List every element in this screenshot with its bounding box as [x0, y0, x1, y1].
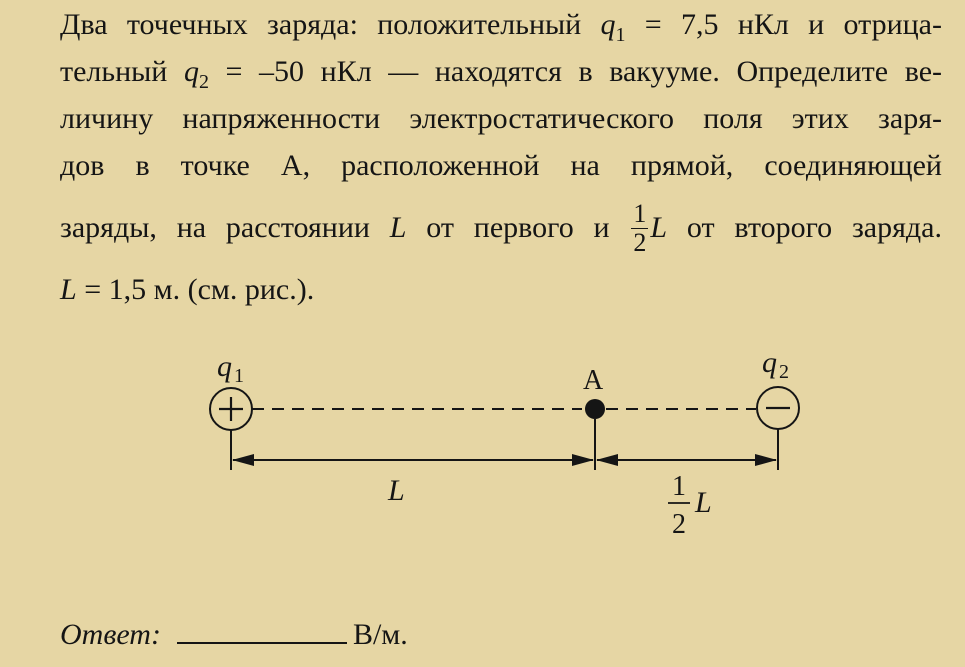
- figure-q1-subscript: 1: [234, 365, 244, 387]
- dimension-half-l-symbol: L: [695, 486, 712, 519]
- answer-unit: В/м.: [352, 618, 408, 651]
- dimension-l-arrow-right: [572, 454, 594, 466]
- answer-blank-field[interactable]: [177, 616, 347, 644]
- dimension-fraction-denominator: 2: [672, 509, 686, 540]
- figure-q2-subscript: 2: [779, 361, 789, 383]
- fraction-denominator: 2: [633, 227, 647, 257]
- line5-middle: от первого и: [406, 211, 630, 244]
- figure-q1-symbol: q: [217, 350, 232, 383]
- dimension-half-l-arrow-left: [596, 454, 618, 466]
- point-a-marker: [585, 399, 605, 419]
- figure-q2-symbol: q: [762, 346, 777, 379]
- answer-label: Ответ:: [60, 618, 161, 651]
- q1-symbol: q: [600, 8, 616, 41]
- line5-end: от второго заряда.: [667, 211, 942, 244]
- q1-subscript: 1: [615, 24, 626, 46]
- line1-text: Два точечных заряда: положительный: [60, 8, 601, 41]
- distance-L-symbol: L: [389, 211, 407, 244]
- given-L-symbol: L: [60, 273, 77, 306]
- fraction-numerator: 1: [633, 199, 647, 229]
- dimension-fraction-numerator: 1: [672, 471, 686, 502]
- half-L-symbol: L: [650, 211, 668, 244]
- answer-row: [60, 616, 408, 652]
- dimension-l-arrow-left: [232, 454, 254, 466]
- q1-value: = 7,5 нКл и отрица-: [625, 8, 942, 41]
- problem-line-3: личину напряженности электростатического поля этих заря-: [60, 102, 942, 135]
- line5-text: заряды, на расстоянии: [60, 211, 390, 244]
- given-L-value: = 1,5 м. (см. рис.).: [76, 273, 315, 306]
- dimension-half-l-arrow-right: [755, 454, 777, 466]
- dimension-l-label: L: [388, 474, 405, 507]
- q2-subscript: 2: [198, 71, 209, 93]
- problem-line-4: дов в точке А, расположенной на прямой, соединяющей: [60, 149, 942, 182]
- line2-text: тельный: [60, 55, 184, 88]
- q2-value: = –50 нКл — находятся в вакууме. Определите ве-: [208, 55, 942, 88]
- point-a-label: А: [583, 365, 604, 396]
- q2-symbol: q: [183, 55, 199, 88]
